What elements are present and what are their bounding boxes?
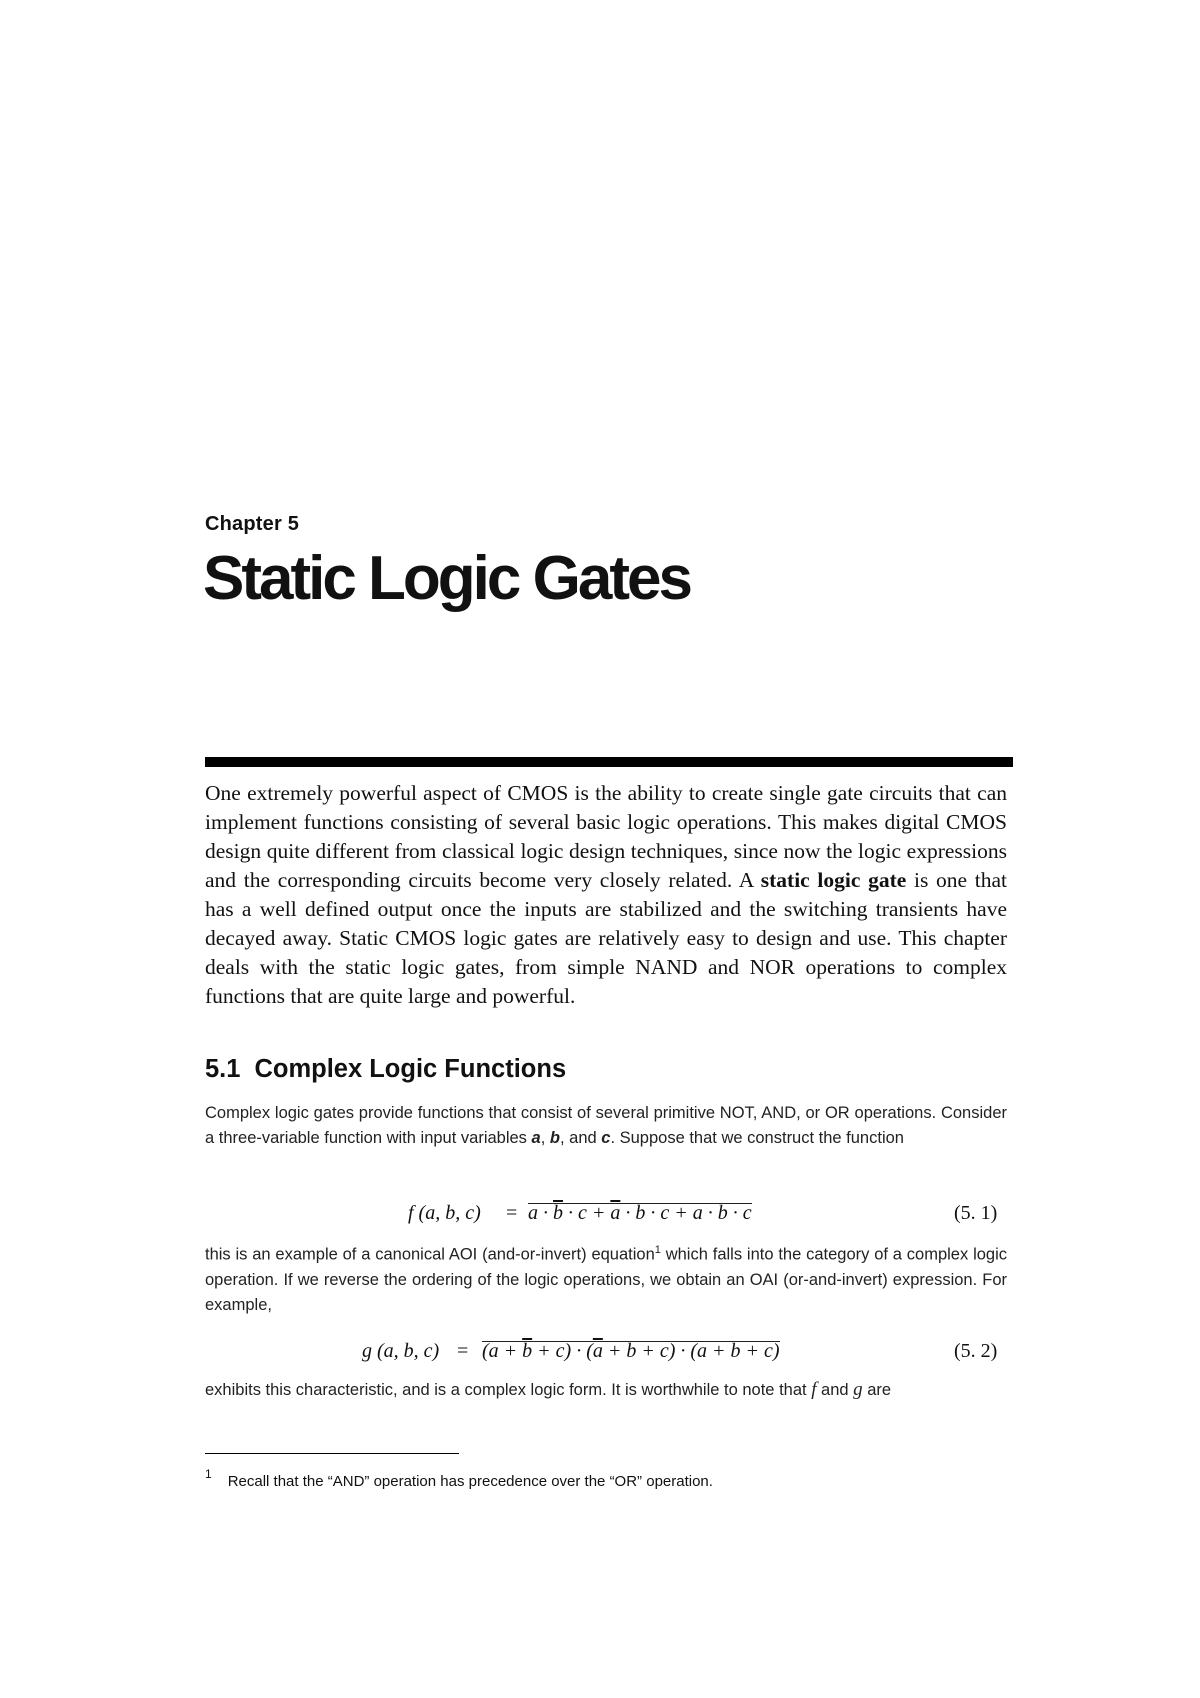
paragraph-aoi: this is an example of a canonical AOI (and-or-invert) equation$^1$ which falls into the category of a complex logic operation. If we reverse the ordering of the logic operations, we obtain an OAI (or-and-invert) expression. For example,	[205, 1244, 1008, 1314]
equation-5-1-equals: =	[506, 1202, 518, 1224]
chapter-title: Static Logic Gates	[203, 544, 690, 613]
equation-5-2-lhs: g (a, b, c)	[362, 1340, 440, 1362]
equation-5-2-label: (5. 2)	[954, 1340, 998, 1362]
intro-paragraph: One extremely powerful aspect of CMOS is the ability to create single gate circuits that can implement functions consisting of several basic logic operations. This makes digital CMOS design quite different from classical logic design techniques, since now the logic expressions and the corresponding circuits become very closely related. A static logic gate is one that has a well defined output once the inputs are stabilized and the switching transients have decayed away. Static CMOS logic gates are relatively easy to design and use. This chapter deals with the static logic gates, from simple NAND and NOR operations to complex functions that are quite large and powerful.	[205, 781, 1007, 1008]
paragraph-complex-gates: Complex logic gates provide functions that consist of several primitive NOT, AND, or OR operations. Consider a three-variable function with input variables a, b, and c. Suppose that we construct the function	[205, 1104, 1007, 1147]
section-heading	[205, 1055, 566, 1084]
chapter-rule	[205, 757, 1013, 767]
equation-5-1-rhs: $a \cdot \overline{b} \cdot c + \overline{a} \cdot b \cdot c + a \cdot b \cdot c$	[528, 1202, 752, 1224]
footnote-text: Recall that the “AND” operation has precedence over the “OR” operation.	[227, 1473, 713, 1490]
equation-5-2-equals: =	[457, 1340, 469, 1362]
footnote-mark: 1	[205, 1467, 212, 1481]
footnote-rule	[205, 1453, 459, 1454]
section-title: Complex Logic Functions	[254, 1055, 567, 1083]
paragraph-characteristic: exhibits this characteristic, and is a complex logic form. It is worthwhile to note that f and g are	[205, 1379, 892, 1400]
chapter-label: Chapter 5	[205, 513, 300, 535]
section-number: 5.1	[205, 1055, 241, 1083]
static-logic-gate-term: static logic gate	[760, 868, 907, 892]
footnote-reference[interactable]: 1	[654, 1244, 661, 1256]
equation-5-2-rhs: $(a + \overline{b} + c) \cdot (\overline{a} + b + c) \cdot (a + b + c)$	[482, 1340, 780, 1362]
footnote	[205, 1469, 713, 1490]
equation-5-1-lhs: f (a, b, c)	[408, 1202, 481, 1224]
equation-5-1-label: (5. 1)	[954, 1202, 998, 1224]
